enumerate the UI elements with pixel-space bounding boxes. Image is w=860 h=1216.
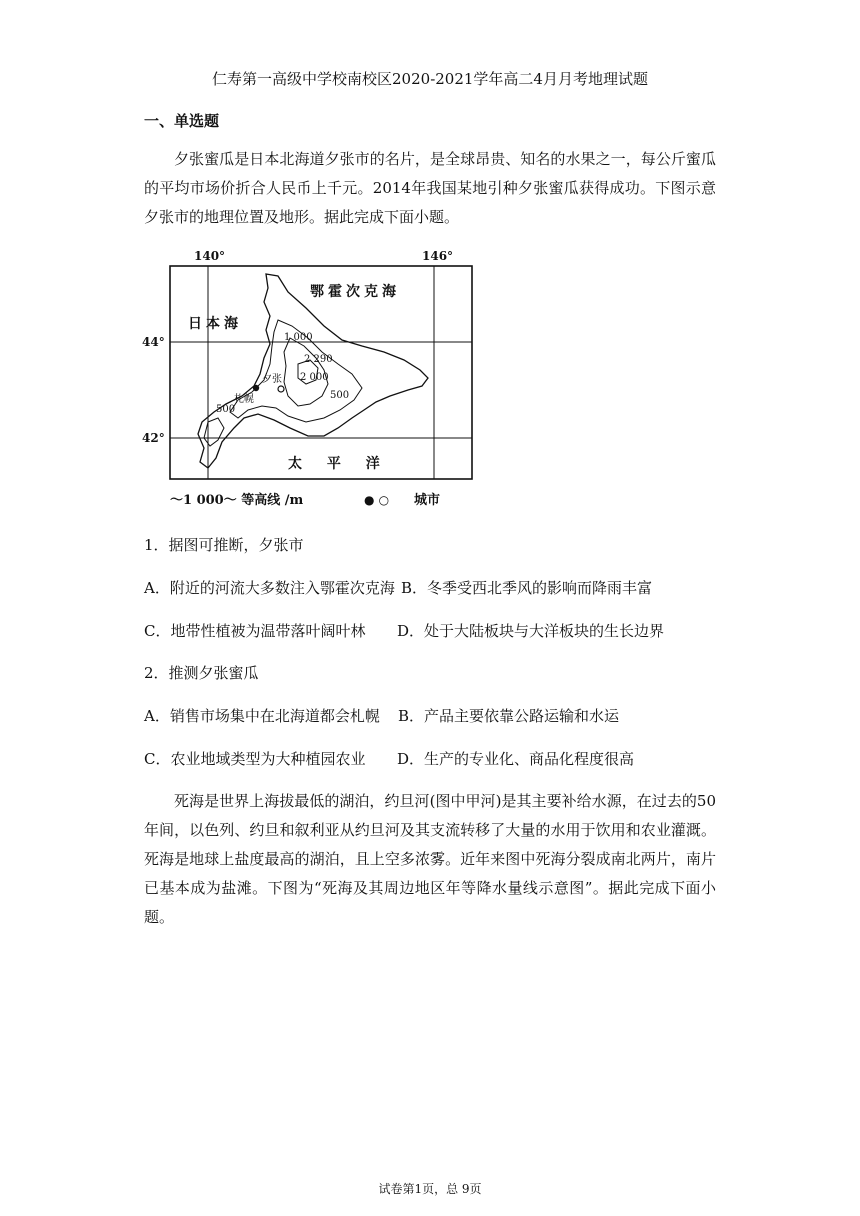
legend-city: 城市 — [414, 493, 441, 508]
question-1-option-a: A．附近的河流大多数注入鄂霍次克海 — [144, 579, 395, 597]
page-footer: 试卷第1页，总 9页 — [378, 1182, 482, 1196]
city-label-yubari: 夕张 — [262, 374, 282, 385]
question-2-option-c: C．农业地域类型为大种植园农业 — [144, 750, 366, 768]
contour-label-500-east: 500 — [330, 390, 350, 401]
question-1-option-b: B．冬季受西北季风的影响而降雨丰富 — [401, 579, 653, 597]
lat-label-44: 44° — [142, 335, 165, 349]
contour-label-1000: 1 000 — [284, 332, 313, 343]
island-outline — [198, 274, 428, 468]
lon-label-146: 146° — [422, 249, 454, 263]
question-1-option-c: C．地带性植被为温带落叶阔叶林 — [144, 622, 366, 640]
question-1-option-d: D．处于大陆板块与大洋板块的生长边界 — [397, 622, 665, 640]
city-yubari-dot — [278, 386, 284, 392]
pacific-ocean-label: 太 平 洋 — [288, 456, 390, 472]
legend-city-symbols: ● ○ — [364, 493, 390, 507]
question-2-option-d: D．生产的专业化、商品化程度很高 — [397, 750, 635, 768]
question-2-option-b: B．产品主要依靠公路运输和水运 — [398, 707, 620, 725]
city-sapporo-dot — [253, 385, 259, 391]
contour-500-west — [204, 418, 224, 446]
question-2-stem: 2．推测夕张蜜瓜 — [144, 664, 259, 682]
contour-label-2290: 2 290 — [304, 354, 333, 365]
question-1-stem: 1．据图可推断，夕张市 — [144, 536, 304, 554]
passage-dead-sea: 死海是世界上海拔最低的湖泊，约旦河(图中甲河)是其主要补给水源，在过去的50年间，以色列、约旦和叙利亚从约旦河及其支流转移了大量的水用于饮用和农业灌溉。死海是地球上盐度最高的湖泊，且上空多浓雾。近年来图中死海分裂成南北两片，南片已基本成为盐滩。下图为“死海及其周边地区年等降水量线示意图”。据此完成下面小题。 — [144, 792, 716, 926]
sea-okhotsk-label: 鄂霍次克海 — [310, 284, 400, 300]
contour-label-2000: 2 000 — [300, 372, 329, 383]
lat-label-42: 42° — [142, 431, 165, 445]
contour-label-500-west: 500 — [216, 404, 236, 415]
legend-contour: 〜1 000〜 等高线 /m — [170, 493, 304, 508]
hokkaido-map — [138, 246, 478, 516]
lon-label-140: 140° — [194, 249, 226, 263]
passage-yubari: 夕张蜜瓜是日本北海道夕张市的名片，是全球昂贵、知名的水果之一，每公斤蜜瓜的平均市场价折合人民币上千元。2014年我国某地引种夕张蜜瓜获得成功。下图示意夕张市的地理位置及地形。据此完成下面小题。 — [144, 150, 716, 226]
section-heading: 一、单选题 — [144, 112, 220, 130]
sea-japan-label: 日本海 — [188, 316, 242, 332]
city-label-sapporo: 札幌 — [234, 394, 254, 405]
question-2-option-a: A．销售市场集中在北海道都会札幌 — [144, 707, 380, 725]
page-title: 仁寿第一高级中学校南校区2020-2021学年高二4月月考地理试题 — [212, 70, 648, 88]
